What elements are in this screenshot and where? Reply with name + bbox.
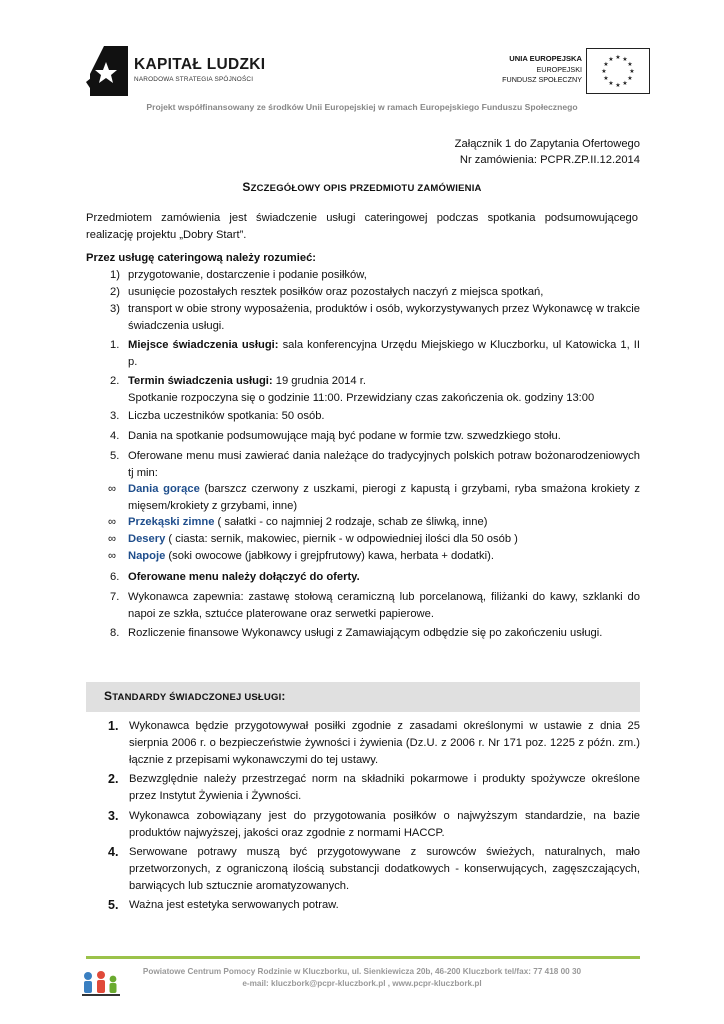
list-item-text: usunięcie pozostałych resztek posiłków oraz pozostałych naczyń z miejsca spotkań, (128, 286, 544, 298)
footer-divider (86, 956, 640, 959)
list-item-number: 2. (110, 375, 120, 387)
list-item-number: 7. (110, 591, 120, 603)
svg-text:★: ★ (622, 56, 628, 63)
standard-number: 3. (108, 809, 119, 823)
document-title-rest: ZCZEGÓŁOWY OPIS PRZEDMIOTU ZAMÓWIENIA (250, 183, 482, 194)
svg-text:★: ★ (629, 68, 635, 75)
document-title (0, 180, 724, 194)
svg-text:★: ★ (608, 56, 614, 63)
standard-text: Bezwzględnie należy przestrzegać norm na składniki pokarmowe i produkty spożywcze określone przez Instytut Żywienia i Żywności. (129, 773, 640, 802)
eu-logo-line3: FUNDUSZ SPOŁECZNY (502, 75, 582, 84)
menu-label: Dania gorące (128, 483, 200, 495)
document-title-initial: S (242, 180, 251, 194)
eu-logo-line2: EUROPEJSKI (536, 65, 582, 74)
list-item-number: 1. (110, 339, 120, 351)
cofinancing-note: Projekt współfinansowany ze środków Unii Europejskiej w ramach Europejskiego Funduszu Społecznego (146, 102, 578, 112)
standards-heading-rest: TANDARDY ŚWIADCZONEJ USŁUGI (112, 692, 282, 703)
standard-text: Serwowane potrawy muszą być przygotowywane z surowców świeżych, naturalnych, mało przetworzonych, z ograniczoną ilością substancji dodatkowych - konserwujących, zagęszczających, barwiących lub sztucznie aromatyzowanych. (129, 846, 640, 892)
left-logo-title: KAPITAŁ LUDZKI (134, 56, 266, 73)
menu-label: Przekąski zimne (128, 516, 215, 528)
intro-paragraph: Przedmiotem zamówienia jest świadczenie usługi cateringowej podczas spotkania podsumowującego realizację projektu „Dobry Start”. (86, 212, 638, 241)
menu-text: (soki owocowe (jabłkowy i grejpfrutowy) kawa, herbata + dodatki). (165, 550, 494, 562)
list-item-number: 3) (110, 303, 120, 315)
eu-logo-line1: UNIA EUROPEJSKA (509, 54, 582, 63)
list-item-text: Rozliczenie finansowe Wykonawcy usługi z Zamawiającym odbędzie się po zakończeniu usługi. (128, 627, 603, 639)
infinity-bullet-icon: ∞ (108, 533, 116, 545)
eu-flag-icon (586, 48, 650, 94)
list-item-number: 6. (110, 571, 120, 583)
standard-number: 1. (108, 719, 119, 733)
date-text: 19 grudnia 2014 r. (272, 375, 366, 387)
left-logo-subtitle: NARODOWA STRATEGIA SPÓJNOŚCI (134, 76, 254, 83)
svg-text:★: ★ (627, 61, 633, 68)
infinity-bullet-icon: ∞ (108, 516, 116, 528)
list-item-text: Oferowane menu musi zawierać dania należące do tradycyjnych polskich potraw bożonarodzeniowych tj min: (128, 450, 640, 479)
date-label: Termin świadczenia usługi: (128, 375, 273, 387)
svg-text:★: ★ (608, 80, 614, 87)
infinity-bullet-icon: ∞ (108, 550, 116, 562)
standards-heading-initial: S (104, 689, 113, 703)
list-item-text: Wykonawca zapewnia: zastawę stołową ceramiczną lub porcelanową, filiżanki do kawy, szklanki do napoi ze szkła, sztućce platerowane oraz serwetki papierowe. (128, 591, 640, 620)
eu-logo (490, 48, 650, 96)
footer-contact: e-mail: kluczbork@pcpr-kluczbork.pl , www.pcpr-kluczbork.pl (242, 979, 482, 988)
menu-text: ( ciasta: sernik, makowiec, piernik - w odpowiedniej ilości dla 50 osób ) (165, 533, 518, 545)
svg-text:★: ★ (622, 80, 628, 87)
list-item-text: Dania na spotkanie podsumowujące mają być podane w formie tzw. szwedzkiego stołu. (128, 430, 561, 442)
menu-label: Napoje (128, 550, 166, 562)
list-item-text: przygotowanie, dostarczenie i podanie posiłków, (128, 269, 367, 281)
svg-text:★: ★ (615, 82, 621, 89)
kapital-ludzki-emblem-icon (84, 44, 128, 96)
svg-text:★: ★ (627, 75, 633, 82)
venue-label: Miejsce świadczenia usługi: (128, 339, 279, 351)
menu-text: ( sałatki - co najmniej 2 rodzaje, schab ze śliwką, inne) (214, 516, 488, 528)
list-item-number: 4. (110, 430, 120, 442)
list-item-number: 3. (110, 410, 120, 422)
menu-label: Desery (128, 533, 166, 545)
svg-text:★: ★ (601, 68, 607, 75)
list-item-number: 2) (110, 286, 120, 298)
menu-text: (barszcz czerwony z uszkami, pierogi z kapustą i grzybami, ryba smażona krokiety z mięsem/krokiety z grzybami, inne) (128, 483, 640, 512)
standard-text: Wykonawca zobowiązany jest do przygotowania posiłków o najwyższym standardzie, na bazie produktów najwyższej, jakości oraz zgodnie z normami HACCP. (129, 810, 640, 839)
standard-text: Ważna jest estetyka serwowanych potraw. (129, 899, 339, 911)
svg-text:★: ★ (603, 75, 609, 82)
standard-number: 2. (108, 772, 119, 786)
attachment-label: Załącznik 1 do Zapytania Ofertowego (454, 138, 640, 150)
svg-text:★: ★ (615, 54, 621, 61)
time-text: Spotkanie rozpoczyna się o godzinie 11:00. Przewidziany czas zakończenia ok. godziny 13:00 (128, 392, 595, 404)
standard-text: Wykonawca będzie przygotowywał posiłki zgodnie z zasadami określonymi w ustawie z dnia 25 sierpnia 2006 r. o bezpieczeństwie żywności i żywienia (Dz.U. z 2006 r. Nr 171 poz. 1225 z późn. zm.) łącznie z przepisami wykonawczymi do tej ustawy. (129, 720, 640, 766)
list-item-text: Oferowane menu należy dołączyć do oferty. (128, 571, 360, 583)
standard-number: 4. (108, 845, 119, 859)
order-number: Nr zamówienia: PCPR.ZP.II.12.2014 (459, 154, 640, 166)
footer-address: Powiatowe Centrum Pomocy Rodzinie w Kluczborku, ul. Sienkiewicza 20b, 46-200 Kluczbork tel/fax: 77 418 00 30 (142, 967, 582, 976)
list-item-number: 1) (110, 269, 120, 281)
list-item-number: 8. (110, 627, 120, 639)
svg-text:★: ★ (603, 61, 609, 68)
kapital-ludzki-logo (84, 44, 284, 96)
infinity-bullet-icon: ∞ (108, 483, 116, 495)
venue-text: sala konferencyjna Urzędu Miejskiego w Kluczborku, ul Katowicka 1, II p. (128, 339, 640, 368)
list-item-number: 5. (110, 450, 120, 462)
standards-heading-colon: : (281, 689, 286, 703)
standard-number: 5. (108, 898, 119, 912)
list-item-text: transport w obie strony wyposażenia, produktów i osób, wykorzystywanych przez Wykonawcę w trakcie świadczenia usługi. (128, 303, 640, 332)
service-heading: Przez usługę cateringową należy rozumieć: (86, 252, 317, 264)
list-item-text: Liczba uczestników spotkania: 50 osób. (128, 410, 325, 422)
standards-heading (104, 689, 286, 703)
